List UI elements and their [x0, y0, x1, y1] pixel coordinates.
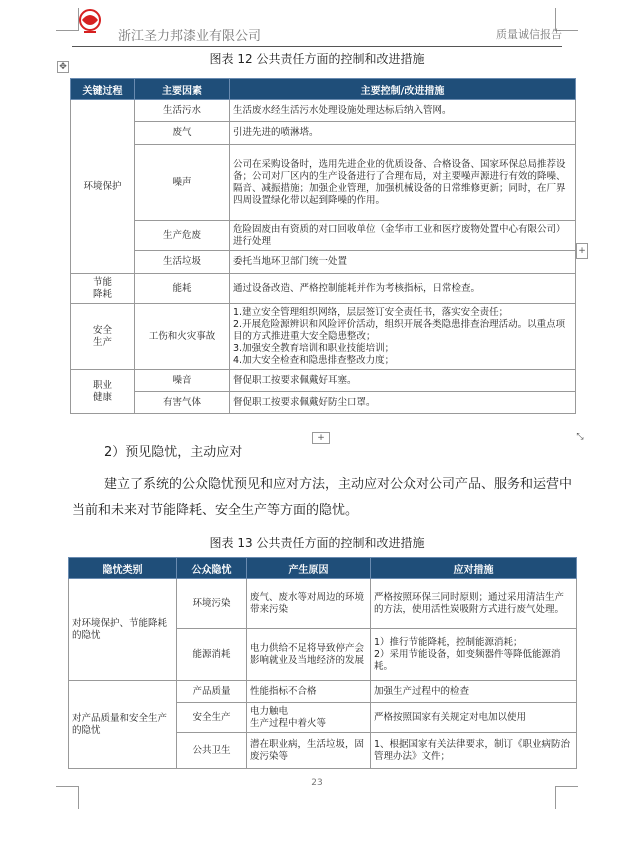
table-row	[71, 274, 576, 304]
concern-cell: 公共卫生	[177, 733, 247, 769]
subheading: 2）预见隐忧，主动应对	[104, 445, 243, 460]
report-title: 质量诚信报告	[496, 28, 562, 41]
table2-caption: 图表 13 公共责任方面的控制和改进措施	[209, 536, 425, 550]
concern-cell: 能源消耗	[177, 629, 247, 681]
page-header	[72, 8, 562, 47]
table-row	[71, 221, 576, 251]
column-header: 产生原因	[247, 558, 371, 579]
table-row	[71, 392, 576, 414]
measure-cell: 通过设备改造、严格控制能耗并作为考核指标，日常检查。	[230, 274, 576, 304]
process-cell: 节能 降耗	[71, 274, 135, 304]
cause-cell: 电力触电 生产过程中着火等	[247, 703, 371, 733]
measure-cell: 督促职工按要求佩戴好防尘口罩。	[230, 392, 576, 414]
process-cell: 环境保护	[71, 100, 135, 274]
column-header: 应对措施	[371, 558, 577, 579]
company-name: 浙江圣力邦漆业有限公司	[118, 29, 262, 44]
table1-caption: 图表 12 公共责任方面的控制和改进措施	[209, 52, 425, 66]
factor-cell: 生活垃圾	[135, 251, 230, 274]
measure-cell: 1、根据国家有关法律要求，制订《职业病防治管理办法》文件；	[371, 733, 577, 769]
column-header: 公众隐忧	[177, 558, 247, 579]
resize-table-icon[interactable]: ⤡	[576, 432, 584, 442]
column-header: 隐忧类别	[69, 558, 177, 579]
measure-cell: 督促职工按要求佩戴好耳塞。	[230, 370, 576, 392]
measure-cell: 委托当地环卫部门统一处置	[230, 251, 576, 274]
factor-cell: 能耗	[135, 274, 230, 304]
measure-cell: 严格按照环保三同时原则；通过采用清洁生产的方法，使用活性炭吸附方式进行废气处理。	[371, 579, 577, 629]
table-public-responsibility-controls	[70, 78, 576, 414]
table-row	[71, 145, 576, 221]
category-cell: 对环境保护、节能降耗的隐忧	[69, 579, 177, 681]
factor-cell: 工伤和火灾事故	[135, 304, 230, 370]
table-row	[69, 579, 577, 629]
cause-cell: 潜在职业病，生活垃圾，固废污染等	[247, 733, 371, 769]
table-public-concerns	[68, 557, 577, 769]
concern-cell: 产品质量	[177, 681, 247, 703]
table-row	[71, 122, 576, 145]
add-column-icon[interactable]: +	[576, 243, 588, 259]
table-row	[71, 304, 576, 370]
measure-cell: 危险固废由有资质的对口回收单位（金华市工业和医疗废物处置中心有限公司）进行处理	[230, 221, 576, 251]
measure-cell: 公司在采购设备时，选用先进企业的优质设备、合格设备、国家环保总局推荐设备；公司对厂区内的生产设备进行了合理布局，对主要噪声源进行有效的降噪、隔音、减振措施；加强企业管理，加强机械设备的日常维修更新；同时，在厂界四周设置绿化带以起到降噪的作用。	[230, 145, 576, 221]
concern-cell: 安全生产	[177, 703, 247, 733]
measure-cell: 生活废水经生活污水处理设施处理达标后纳入管网。	[230, 100, 576, 122]
column-header: 主要因素	[135, 79, 230, 100]
crop-mark-bottom-left	[56, 786, 79, 809]
table-row	[71, 251, 576, 274]
factor-cell: 噪音	[135, 370, 230, 392]
process-cell: 职业 健康	[71, 370, 135, 414]
factor-cell: 有害气体	[135, 392, 230, 414]
measure-cell: 1）推行节能降耗，控制能源消耗； 2）采用节能设备，如变频器件等降低能源消耗。	[371, 629, 577, 681]
cause-cell: 性能指标不合格	[247, 681, 371, 703]
cause-cell: 电力供给不足将导致停产会影响就业及当地经济的发展	[247, 629, 371, 681]
factor-cell: 废气	[135, 122, 230, 145]
table-row	[71, 370, 576, 392]
crop-mark-bottom-right	[555, 786, 578, 809]
page-number: 23	[311, 778, 323, 788]
category-cell: 对产品质量和安全生产的隐忧	[69, 681, 177, 769]
column-header: 关键过程	[71, 79, 135, 100]
move-table-icon[interactable]: ✥	[57, 61, 69, 73]
add-row-icon[interactable]: +	[312, 432, 330, 444]
company-logo-icon	[76, 8, 104, 36]
factor-cell: 生产危废	[135, 221, 230, 251]
factor-cell: 生活污水	[135, 100, 230, 122]
process-cell: 安全 生产	[71, 304, 135, 370]
measure-cell: 1.建立安全管理组织网络，层层签订安全责任书，落实安全责任； 2.开展危险源辨识和风险评价活动，组织开展各类隐患排查治理活动。以重点项目的方式推进重大安全隐患整改； 3.加强安全教育培训和职业技能培训； 4.加大安全检查和隐患排查整改力度；	[230, 304, 576, 370]
column-header: 主要控制/改进措施	[230, 79, 576, 100]
table-row	[71, 100, 576, 122]
factor-cell: 噪声	[135, 145, 230, 221]
body-paragraph: 建立了系统的公众隐忧预见和应对方法，主动应对公众对公司产品、服务和运营中当前和未来对节能降耗、安全生产等方面的隐忧。	[72, 477, 573, 518]
concern-cell: 环境污染	[177, 579, 247, 629]
measure-cell: 严格按照国家有关规定对电加以使用	[371, 703, 577, 733]
measure-cell: 引进先进的喷淋塔。	[230, 122, 576, 145]
table-row	[69, 681, 577, 703]
cause-cell: 废气、废水等对周边的环境带来污染	[247, 579, 371, 629]
measure-cell: 加强生产过程中的检查	[371, 681, 577, 703]
